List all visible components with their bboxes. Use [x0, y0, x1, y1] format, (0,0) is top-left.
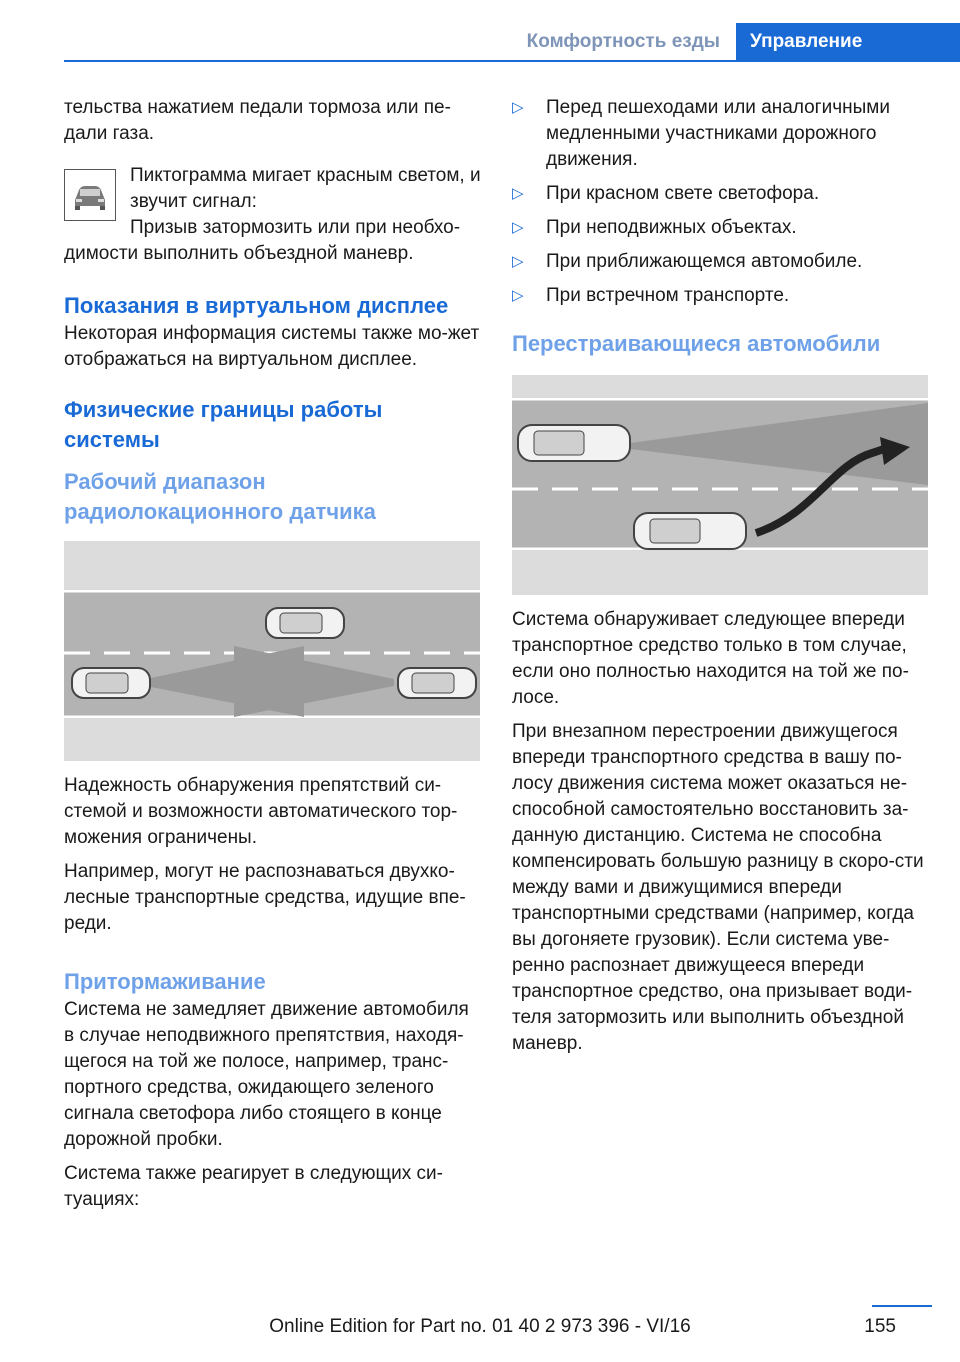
car-front-icon — [64, 169, 116, 221]
list-item: ▷ При приближающемся автомобиле. — [512, 249, 932, 275]
chapter-tab: Управление — [736, 23, 960, 60]
paragraph-range-2: Например, могут не распознаваться двухко-лесные транспортные средства, идущие впе-реди. — [64, 861, 466, 934]
triangle-right-icon: ▷ — [512, 219, 524, 236]
warning-block — [64, 163, 482, 243]
paragraph-range-1: Надежность обнаружения препятствий си-стемой и возможности автоматического тор-можения ограничены. — [64, 775, 458, 848]
triangle-right-icon: ▷ — [512, 287, 524, 304]
paragraph-virtual-display: Некоторая информация системы также мо-жет отображаться на виртуальном дисплее. — [64, 323, 480, 370]
paragraph-braking-2: Система также реагирует в следующих си-туациях: — [64, 1163, 443, 1210]
heading-cut-in: Перестраивающиеся автомобили — [512, 331, 881, 356]
list-item: ▷ Перед пешеходами или аналогичными медленными участниками дорожного движения. — [512, 97, 890, 170]
list-item: ▷ При встречном транспорте. — [512, 283, 932, 309]
radar-range-figure — [64, 541, 480, 761]
heading-virtual-display: Показания в виртуальном дисплее — [64, 293, 449, 318]
heading-physical-limits: Физические границы работы системы — [64, 397, 383, 452]
right-column — [512, 95, 932, 1065]
header-divider — [64, 60, 960, 62]
footer-edition: Online Edition for Part no. 01 40 2 973 396 - VI/16 — [269, 1316, 691, 1337]
paragraph-cut-in-2: При внезапном перестроении движущегося впереди транспортного средства в вашу по-лосу движения система может оказаться не-способной самостоятельно восстановить за-данную дистанцию. Система не способна компенсировать большую разницу в скоро-сти между вами и движущимися впереди транспортными средствами (например, когда вы догоняете грузовик). Если система уве-ренно распознает движущееся впереди транспортное средство, она призывает води-теля затормозить или выполнить объездной маневр. — [512, 721, 924, 1054]
cut-in-figure — [512, 375, 928, 595]
intro-paragraph: тельства нажатием педали тормоза или пе-дали газа. — [64, 97, 451, 144]
header-tabs — [511, 23, 960, 60]
heading-braking: Притормаживание — [64, 969, 266, 994]
warning-text-2: Призыв затормозить или при необхо-димости выполнить объездной маневр. — [64, 217, 461, 264]
left-column — [64, 95, 482, 1221]
warning-text-1: Пиктограмма мигает красным светом, и звучит сигнал: — [130, 165, 481, 212]
list-item: ▷ При красном свете светофора. — [512, 181, 932, 207]
triangle-right-icon: ▷ — [512, 253, 524, 270]
page-number: 155 — [864, 1316, 896, 1337]
section-tab: Комфортность езды — [511, 23, 736, 60]
paragraph-cut-in-1: Система обнаруживает следующее впереди транспортное средство только в том случае, если оно полностью находится на той же по-лосе. — [512, 609, 909, 708]
triangle-right-icon: ▷ — [512, 99, 524, 116]
footer-divider — [872, 1305, 932, 1307]
paragraph-braking-1: Система не замедляет движение автомобиля в случае неподвижного препятствия, находя-щегося на той же полосе, например, транс-портного средства, ожидающего зеленого сигнала светофора либо стоящего в конце дорожной пробки. — [64, 999, 469, 1150]
car-top-icon — [266, 608, 344, 638]
heading-radar-range: Рабочий диапазон радиолокационного датчика — [64, 469, 376, 524]
triangle-right-icon: ▷ — [512, 185, 524, 202]
list-item: ▷ При неподвижных объектах. — [512, 215, 932, 241]
